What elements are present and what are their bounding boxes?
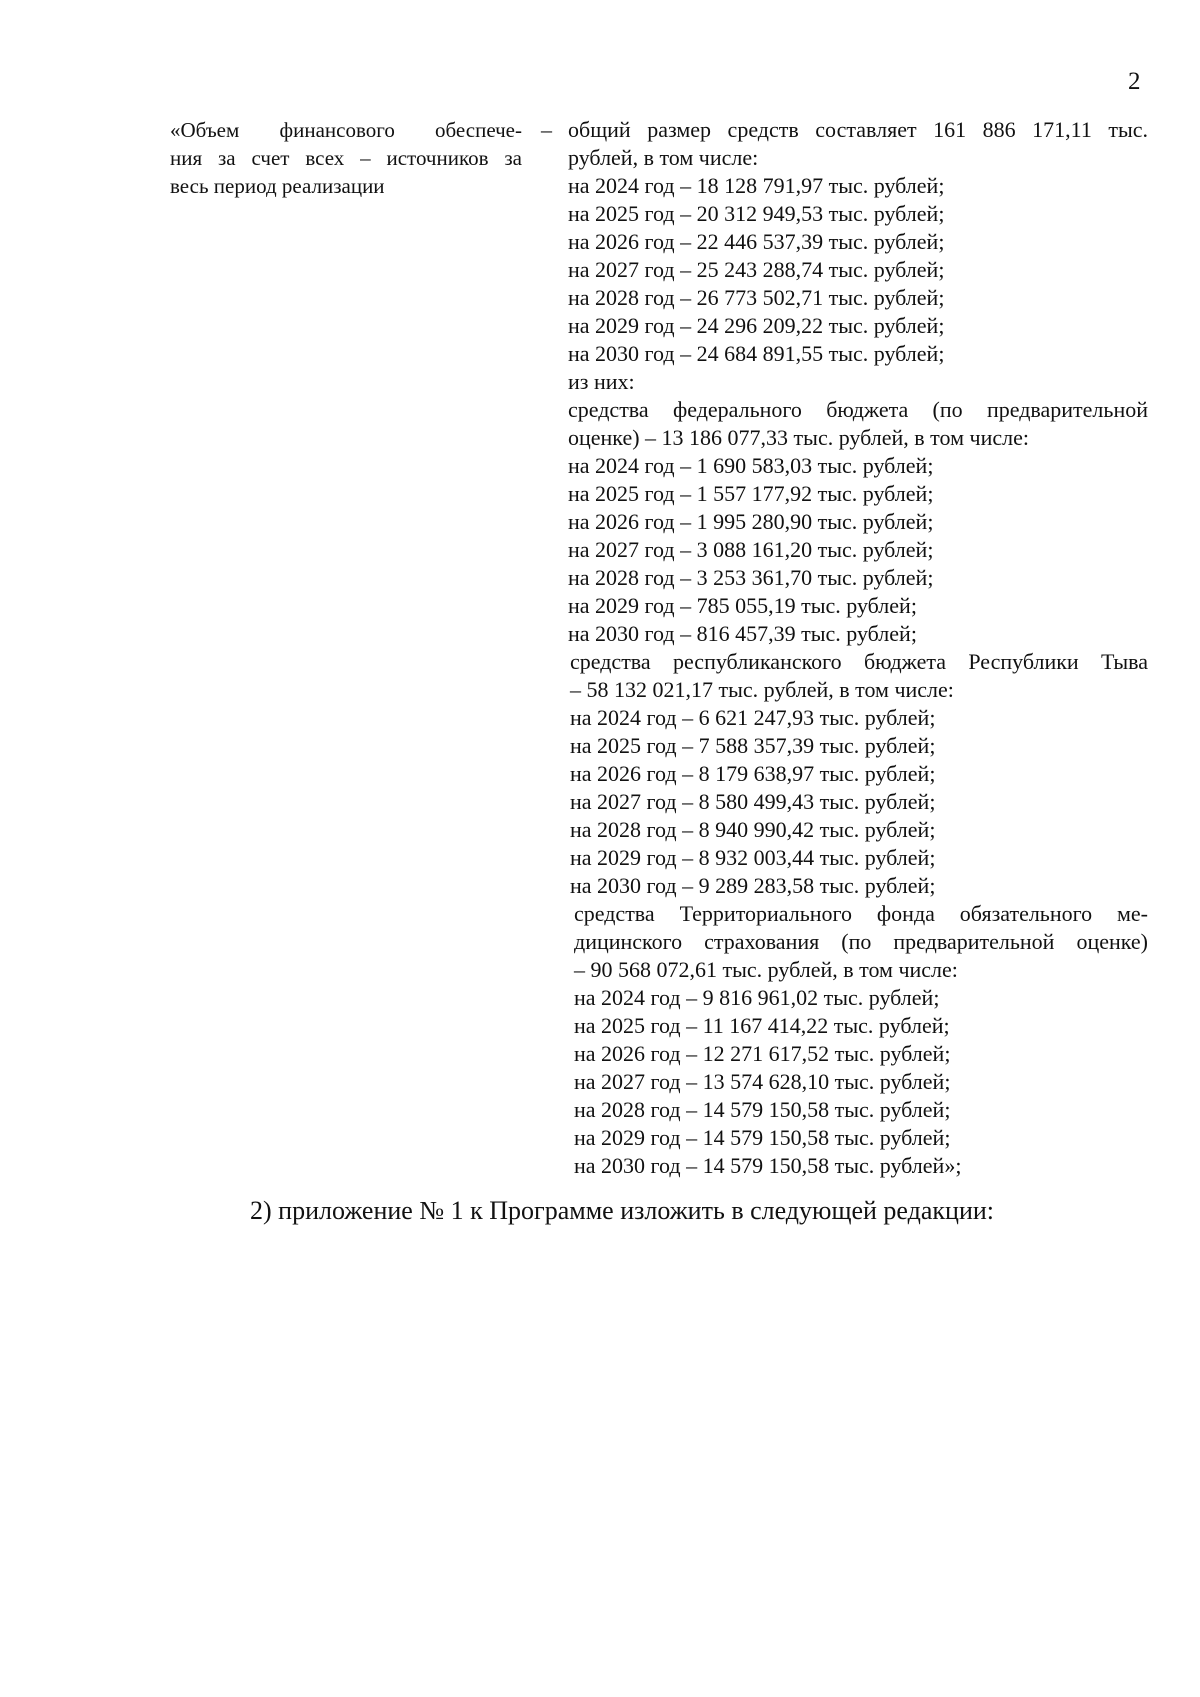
year-amount-line: на 2024 год – 9 816 961,02 тыс. рублей; [574,985,940,1010]
republic-budget-section [568,648,1148,900]
year-amount-line: на 2028 год – 8 940 990,42 тыс. рублей; [570,817,936,842]
year-amount-line: на 2024 год – 18 128 791,97 тыс. рублей; [568,173,945,198]
year-amount-line: на 2026 год – 22 446 537,39 тыс. рублей; [568,229,945,254]
year-amount-line: на 2030 год – 24 684 891,55 тыс. рублей; [568,341,945,366]
funding-volume-details [568,116,1148,1180]
republic-budget-line: – 58 132 021,17 тыс. рублей, в том числе: [570,677,954,702]
year-amount-line: на 2030 год – 14 579 150,58 тыс. рублей»; [574,1153,962,1178]
year-amount-line: на 2030 год – 816 457,39 тыс. рублей; [568,621,917,646]
year-amount-line: на 2029 год – 785 055,19 тыс. рублей; [568,593,917,618]
federal-budget-line: средства федерального бюджета (по предварительной [568,397,1148,422]
year-amount-line: на 2029 год – 24 296 209,22 тыс. рублей; [568,313,945,338]
year-amount-line: на 2024 год – 1 690 583,03 тыс. рублей; [568,453,934,478]
tfoms-line: дицинского страхования (по предварительной оценке) [574,929,1148,954]
year-amount-line: на 2028 год – 26 773 502,71 тыс. рублей; [568,285,945,310]
year-amount-line: на 2026 год – 8 179 638,97 тыс. рублей; [570,761,936,786]
year-amount-line: на 2025 год – 7 588 357,39 тыс. рублей; [570,733,936,758]
year-amount-line: на 2026 год – 1 995 280,90 тыс. рублей; [568,509,934,534]
year-amount-line: на 2030 год – 9 289 283,58 тыс. рублей; [570,873,936,898]
federal-budget-section [568,396,1148,648]
year-amount-line: на 2028 год – 3 253 361,70 тыс. рублей; [568,565,934,590]
tfoms-section [568,900,1148,1180]
tfoms-line: – 90 568 072,61 тыс. рублей, в том числе: [574,957,958,982]
federal-budget-line: оценке) – 13 186 077,33 тыс. рублей, в том числе: [568,425,1029,450]
page-number: 2 [1128,68,1141,95]
year-amount-line: на 2025 год – 1 557 177,92 тыс. рублей; [568,481,934,506]
year-amount-line: на 2027 год – 8 580 499,43 тыс. рублей; [570,789,936,814]
republic-budget-line: средства республиканского бюджета Республики Тыва [570,649,1148,674]
year-amount-line: на 2028 год – 14 579 150,58 тыс. рублей; [574,1097,951,1122]
total-funding-line: рублей, в том числе: [568,145,759,170]
separator-dash: – [541,117,552,142]
year-amount-line: на 2027 год – 25 243 288,74 тыс. рублей; [568,257,945,282]
label-line: «Объем финансового обеспече- [170,118,522,142]
year-amount-line: на 2027 год – 13 574 628,10 тыс. рублей; [574,1069,951,1094]
total-funding-line: общий размер средств составляет 161 886 171,11 тыс. [568,117,1148,142]
amendment-paragraph: 2) приложение № 1 к Программе изложить в следующей редакции: [250,1196,994,1225]
year-amount-line: на 2025 год – 20 312 949,53 тыс. рублей; [568,201,945,226]
total-funding-section [568,116,1148,396]
label-line: весь период реализации [170,174,385,198]
year-amount-line: на 2029 год – 14 579 150,58 тыс. рублей; [574,1125,951,1150]
year-amount-line: на 2024 год – 6 621 247,93 тыс. рублей; [570,705,936,730]
year-amount-line: на 2026 год – 12 271 617,52 тыс. рублей; [574,1041,951,1066]
year-amount-line: на 2025 год – 11 167 414,22 тыс. рублей; [574,1013,950,1038]
of-them-line: из них: [568,369,635,394]
year-amount-line: на 2027 год – 3 088 161,20 тыс. рублей; [568,537,934,562]
funding-volume-label [170,116,522,200]
tfoms-line: средства Территориального фонда обязательного ме- [574,901,1148,926]
year-amount-line: на 2029 год – 8 932 003,44 тыс. рублей; [570,845,936,870]
label-line: ния за счет всех – источников за [170,146,522,170]
